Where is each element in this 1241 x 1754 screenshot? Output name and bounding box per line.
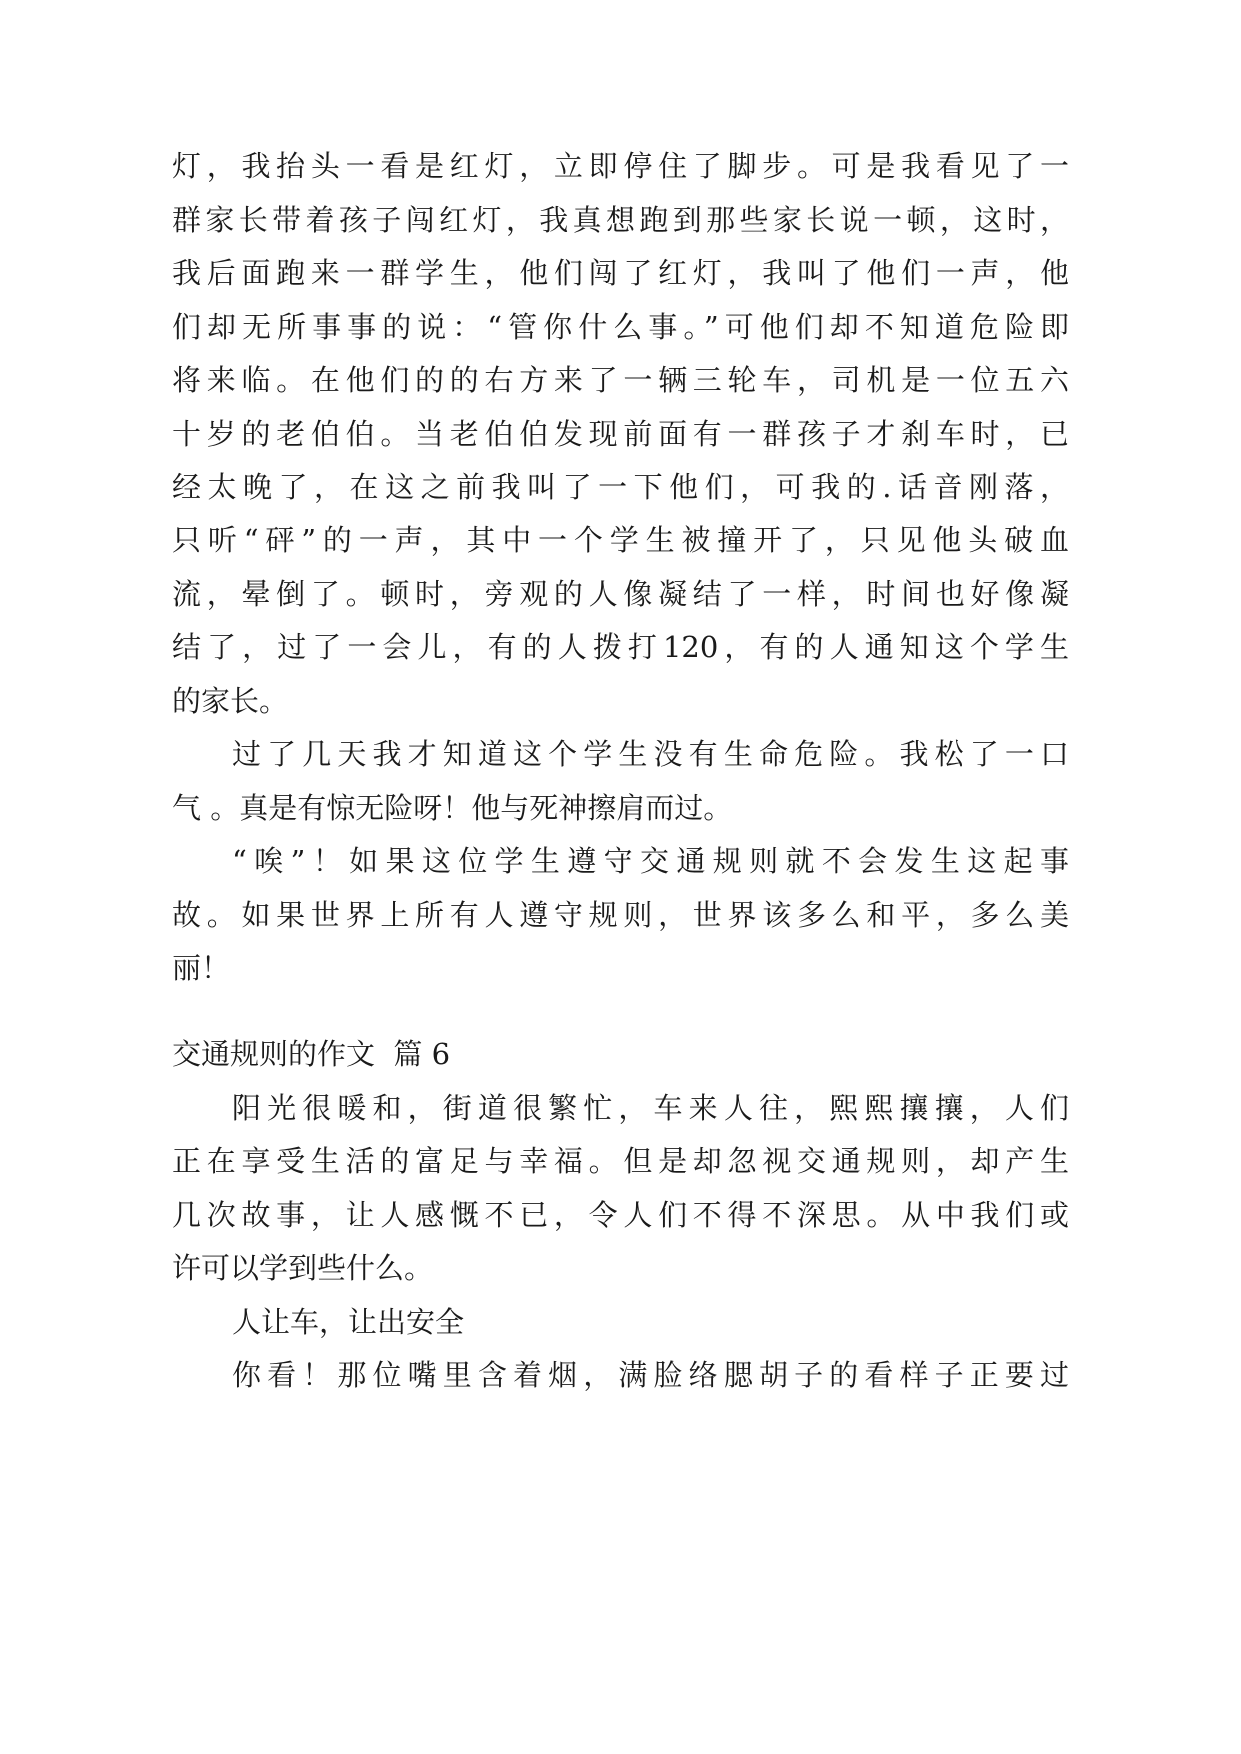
paragraph-2-line-1: 过了几天我才知道这个学生没有生命危险。我松了一口 (232, 737, 1069, 771)
paragraph-3-line-2: 故。如果世界上所有人遵守规则，世界该多么和平，多么美 (172, 898, 1069, 932)
paragraph-2-line-2: 气 。真是有惊无险呀！他与死神擦肩而过。 (172, 791, 733, 825)
section-heading: 交通规则的作文 篇 6 (172, 1037, 451, 1071)
paragraph-1-line-7: 经太晚了，在这之前我叫了一下他们，可我的.话音刚落， (172, 470, 1069, 504)
paragraph-1-line-9: 流，晕倒了。顿时，旁观的人像凝结了一样，时间也好像凝 (172, 577, 1069, 611)
paragraph-4-line-4: 许可以学到些什么。 (172, 1251, 434, 1285)
paragraph-1-line-8: 只听“砰”的一声，其中一个学生被撞开了，只见他头破血 (172, 523, 1069, 557)
paragraph-1-line-10: 结了，过了一会儿，有的人拨打120，有的人通知这个学生 (172, 630, 1069, 664)
paragraph-1-line-4: 们却无所事事的说：“管你什么事。”可他们却不知道危险即 (172, 310, 1069, 344)
paragraph-1-line-5: 将来临。在他们的的右方来了一辆三轮车，司机是一位五六 (172, 363, 1069, 397)
paragraph-3-line-3: 丽！ (172, 951, 231, 985)
paragraph-6-line-1: 你看！那位嘴里含着烟，满脸络腮胡子的看样子正要过 (232, 1358, 1069, 1392)
paragraph-4-line-3: 几次故事，让人感慨不已，令人们不得不深思。从中我们或 (172, 1198, 1069, 1232)
paragraph-1-line-11: 的家长。 (172, 684, 289, 718)
paragraph-1-line-2: 群家长带着孩子闯红灯，我真想跑到那些家长说一顿，这时， (172, 203, 1069, 237)
paragraph-4-line-1: 阳光很暖和，街道很繁忙，车来人往，熙熙攘攘，人们 (232, 1091, 1069, 1125)
paragraph-1-line-1: 灯，我抬头一看是红灯，立即停住了脚步。可是我看见了一 (172, 149, 1069, 183)
paragraph-4-line-2: 正在享受生活的富足与幸福。但是却忽视交通规则，却产生 (172, 1144, 1069, 1178)
paragraph-5-line-1: 人让车，让出安全 (232, 1305, 465, 1339)
paragraph-1-line-6: 十岁的老伯伯。当老伯伯发现前面有一群孩子才刹车时，已 (172, 417, 1069, 451)
paragraph-1-line-3: 我后面跑来一群学生，他们闯了红灯，我叫了他们一声，他 (172, 256, 1069, 290)
paragraph-3-line-1: “唉”！如果这位学生遵守交通规则就不会发生这起事 (232, 844, 1069, 878)
